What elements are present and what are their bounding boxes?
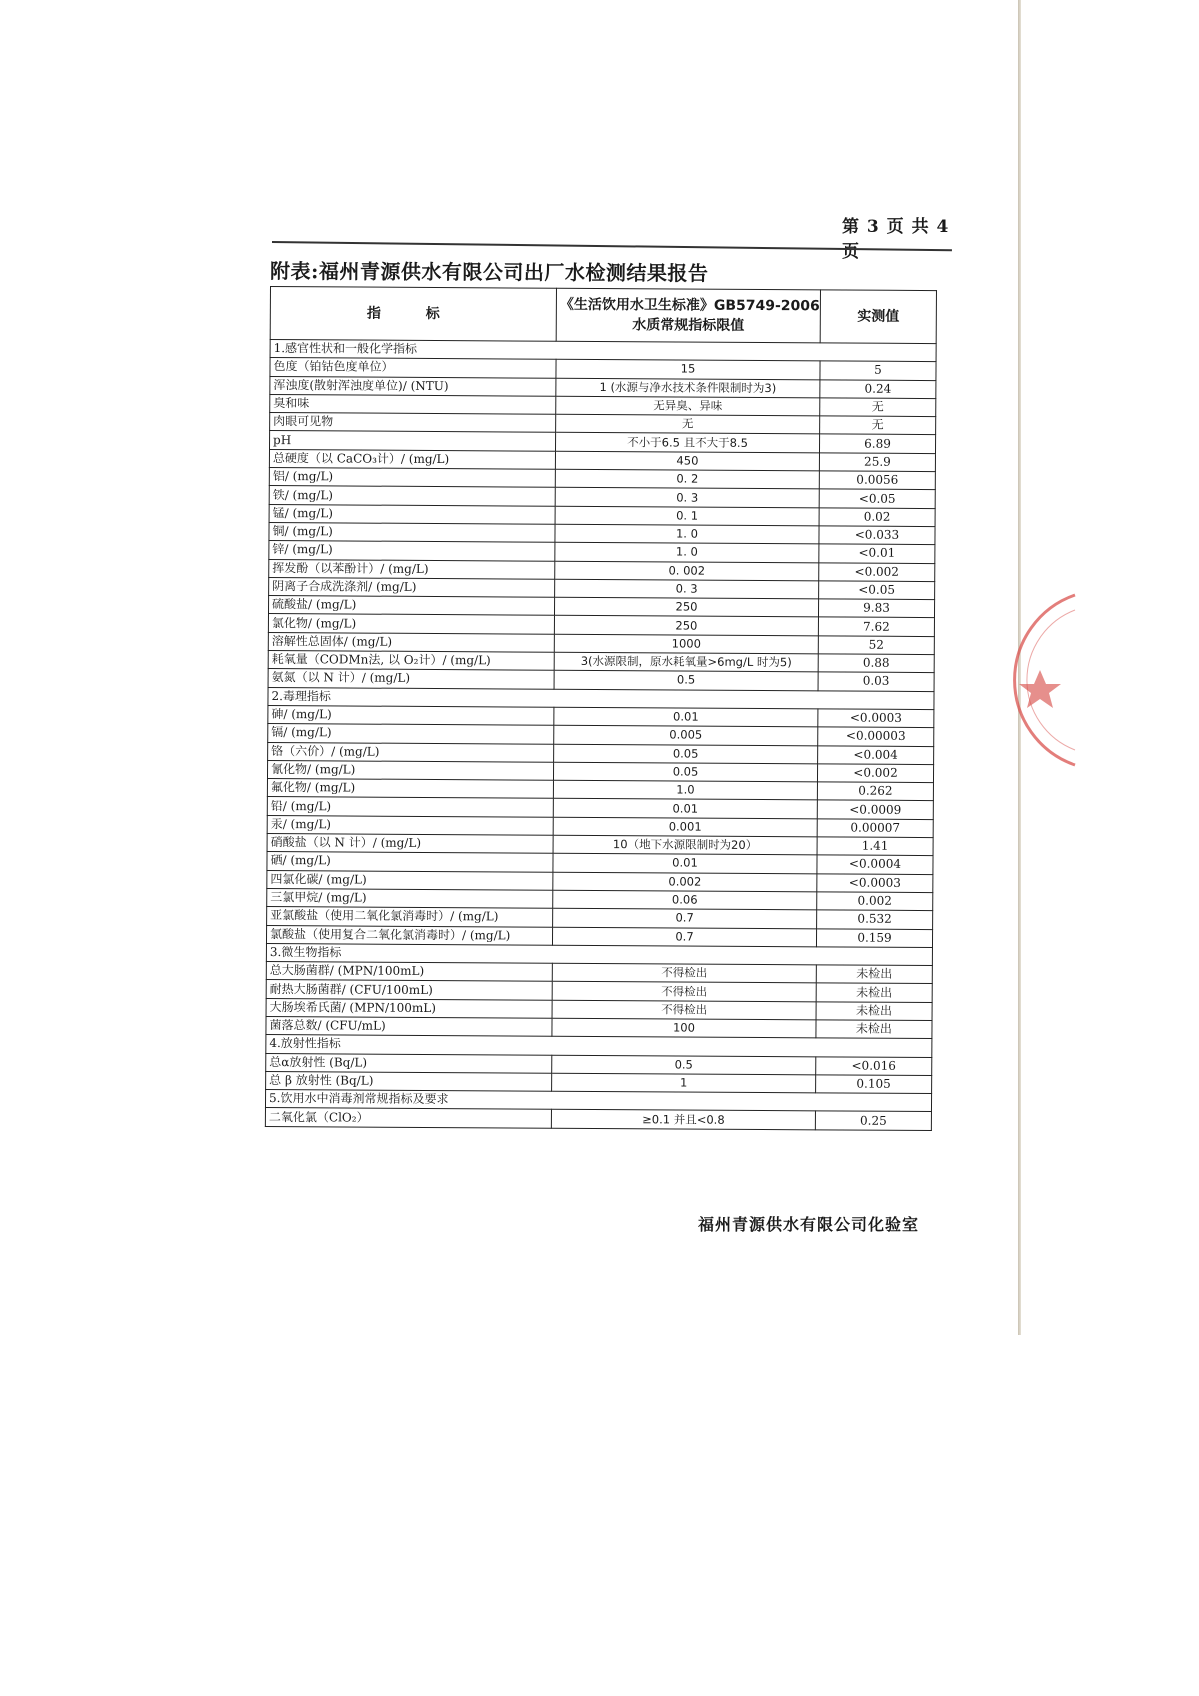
header-standard-line2: 水质常规指标限值 [632, 317, 745, 334]
limit-cell: 0.05 [554, 744, 818, 764]
measured-value-cell: <0.002 [817, 764, 933, 783]
limit-cell: ≥0.1 并且<0.8 [551, 1110, 815, 1130]
indicator-cell: 氰化物/ (mg/L) [267, 760, 553, 780]
limit-cell: 15 [556, 360, 820, 380]
measured-value-cell: <0.0009 [817, 800, 933, 819]
report-title: 附表:福州青源供水有限公司出厂水检测结果报告 [269, 259, 709, 286]
measured-value-cell: 0.25 [815, 1111, 931, 1130]
indicator-cell: 总硬度（以 CaCO₃计）/ (mg/L) [269, 449, 555, 469]
indicator-cell: 亚氯酸盐（使用二氧化氯消毒时）/ (mg/L) [267, 907, 553, 927]
indicator-cell: 大肠埃希氏菌/ (MPN/100mL) [266, 998, 552, 1018]
indicator-cell: pH [270, 431, 556, 451]
measured-value-cell: <0.05 [819, 581, 935, 600]
measured-value-cell: <0.0004 [817, 855, 933, 874]
measured-value-cell: 未检出 [816, 1020, 932, 1039]
results-table-container [265, 286, 936, 1131]
measured-value-cell: 0.532 [817, 910, 933, 929]
limit-cell: 0.7 [552, 927, 816, 947]
section-title: 5.饮用水中消毒剂常规指标及要求 [265, 1090, 931, 1112]
limit-cell: 10（地下水源限制时为20） [553, 835, 817, 855]
indicator-cell: 铝/ (mg/L) [269, 468, 555, 488]
limit-cell: 0.01 [553, 799, 817, 819]
limit-cell: 100 [552, 1018, 816, 1038]
limit-cell: 0.001 [553, 817, 817, 837]
limit-cell: 0.5 [552, 1055, 816, 1075]
header-indicator: 指 标 [270, 287, 556, 342]
limit-cell: 1. 0 [555, 524, 819, 544]
footer-organization: 福州青源供水有限公司化验室 [698, 1215, 920, 1234]
measured-value-cell: 未检出 [816, 1002, 932, 1021]
measured-value-cell: 0.24 [820, 379, 936, 398]
indicator-cell: 三氯甲烷/ (mg/L) [267, 888, 553, 908]
limit-cell: 250 [554, 616, 818, 636]
indicator-cell: 硝酸盐（以 N 计）/ (mg/L) [267, 834, 553, 854]
measured-value-cell: <0.004 [818, 745, 934, 764]
measured-value-cell: 未检出 [816, 965, 932, 984]
limit-cell: 450 [555, 451, 819, 471]
measured-value-cell: 7.62 [818, 617, 934, 636]
indicator-cell: 锰/ (mg/L) [269, 504, 555, 524]
measured-value-cell: <0.033 [819, 526, 935, 545]
indicator-cell: 锌/ (mg/L) [269, 541, 555, 561]
limit-cell: 3(水源限制，原水耗氧量>6mg/L 时为5) [554, 652, 818, 672]
indicator-cell: 挥发酚（以苯酚计）/ (mg/L) [269, 559, 555, 579]
header-standard-line1: 《生活饮用水卫生标准》GB5749-2006 [559, 296, 820, 315]
measured-value-cell: 0.02 [819, 508, 935, 527]
table-header-row [270, 287, 936, 344]
limit-cell: 不得检出 [552, 963, 816, 983]
limit-cell: 0. 3 [555, 579, 819, 599]
indicator-cell: 总α放射性 (Bq/L) [266, 1053, 552, 1073]
limit-cell: 0. 002 [555, 561, 819, 581]
measured-value-cell: 9.83 [818, 599, 934, 618]
indicator-cell: 二氧化氯（ClO₂） [265, 1108, 551, 1128]
limit-cell: 不小于6.5 且不大于8.5 [555, 433, 819, 453]
limit-cell: 250 [554, 597, 818, 617]
indicator-cell: 铜/ (mg/L) [269, 522, 555, 542]
limit-cell: 无异臭、异味 [556, 396, 820, 416]
limit-cell: 1 (水源与净水技术条件限制时为3) [556, 378, 820, 398]
indicator-cell: 耐热大肠菌群/ (CFU/100mL) [266, 980, 552, 1000]
header-measured: 实测值 [820, 290, 936, 344]
limit-cell: 1.0 [553, 780, 817, 800]
indicator-cell: 镉/ (mg/L) [268, 724, 554, 744]
measured-value-cell: 1.41 [817, 837, 933, 856]
indicator-cell: 肉眼可见物 [270, 413, 556, 433]
table-row [265, 1108, 931, 1130]
limit-cell: 0.01 [554, 707, 818, 727]
indicator-cell: 铁/ (mg/L) [269, 486, 555, 506]
limit-cell: 0. 1 [555, 506, 819, 526]
section-title: 3.微生物指标 [266, 943, 932, 965]
limit-cell: 0.01 [553, 854, 817, 874]
limit-cell: 不得检出 [552, 1000, 816, 1020]
measured-value-cell: <0.05 [819, 489, 935, 508]
indicator-cell: 硒/ (mg/L) [267, 852, 553, 872]
measured-value-cell: 0.159 [816, 928, 932, 947]
indicator-cell: 硫酸盐/ (mg/L) [268, 596, 554, 616]
measured-value-cell: 25.9 [819, 453, 935, 472]
indicator-cell: 浑浊度(散射浑浊度单位)/ (NTU) [270, 376, 556, 396]
results-body [265, 340, 936, 1131]
indicator-cell: 阴离子合成洗涤剂/ (mg/L) [269, 577, 555, 597]
section-title: 1.感官性状和一般化学指标 [270, 340, 936, 362]
measured-value-cell: 0.0056 [819, 471, 935, 490]
official-seal-stamp [980, 590, 1080, 770]
indicator-cell: 四氯化碳/ (mg/L) [267, 870, 553, 890]
measured-value-cell: <0.01 [819, 544, 935, 563]
measured-value-cell: 0.00007 [817, 819, 933, 838]
indicator-cell: 总大肠菌群/ (MPN/100mL) [266, 962, 552, 982]
measured-value-cell: 未检出 [816, 983, 932, 1002]
indicator-cell: 汞/ (mg/L) [267, 815, 553, 835]
measured-value-cell: 无 [820, 416, 936, 435]
indicator-cell: 铬（六价）/ (mg/L) [268, 742, 554, 762]
limit-cell: 无 [556, 414, 820, 434]
limit-cell: 1 [552, 1073, 816, 1093]
limit-cell: 0. 3 [555, 488, 819, 508]
indicator-cell: 氨氮（以 N 计）/ (mg/L) [268, 669, 554, 689]
limit-cell: 1000 [554, 634, 818, 654]
indicator-cell: 氟化物/ (mg/L) [267, 779, 553, 799]
limit-cell: 0.05 [553, 762, 817, 782]
limit-cell: 0.002 [553, 872, 817, 892]
indicator-cell: 臭和味 [270, 394, 556, 414]
measured-value-cell: 5 [820, 361, 936, 380]
indicator-cell: 溶解性总固体/ (mg/L) [268, 632, 554, 652]
page-number: 第 3 页 共 4 页 [842, 217, 950, 262]
measured-value-cell: 0.105 [816, 1075, 932, 1094]
indicator-cell: 总 β 放射性 (Bq/L) [266, 1071, 552, 1091]
measured-value-cell: <0.002 [819, 562, 935, 581]
indicator-cell: 氯化物/ (mg/L) [268, 614, 554, 634]
measured-value-cell: <0.0003 [817, 873, 933, 892]
section-title: 2.毒理指标 [268, 687, 934, 709]
results-table [265, 286, 937, 1131]
header-standard [556, 288, 820, 343]
indicator-cell: 氯酸盐（使用复合二氧化氯消毒时）/ (mg/L) [266, 925, 552, 945]
limit-cell: 不得检出 [552, 982, 816, 1002]
measured-value-cell: 0.88 [818, 654, 934, 673]
limit-cell: 0.005 [554, 725, 818, 745]
measured-value-cell: 无 [820, 398, 936, 417]
indicator-cell: 菌落总数/ (CFU/mL) [266, 1016, 552, 1036]
measured-value-cell: 0.262 [817, 782, 933, 801]
indicator-cell: 耗氧量（CODMn法, 以 O₂计）/ (mg/L) [268, 651, 554, 671]
limit-cell: 0.5 [554, 671, 818, 691]
measured-value-cell: <0.00003 [818, 727, 934, 746]
limit-cell: 1. 0 [555, 543, 819, 563]
measured-value-cell: <0.0003 [818, 709, 934, 728]
measured-value-cell: 0.03 [818, 672, 934, 691]
measured-value-cell: 6.89 [819, 434, 935, 453]
indicator-cell: 色度（铂钴色度单位） [270, 358, 556, 378]
limit-cell: 0.06 [553, 890, 817, 910]
measured-value-cell: <0.016 [816, 1056, 932, 1075]
indicator-cell: 铅/ (mg/L) [267, 797, 553, 817]
section-title: 4.放射性指标 [266, 1035, 932, 1057]
measured-value-cell: 0.002 [817, 892, 933, 911]
limit-cell: 0.7 [553, 908, 817, 928]
indicator-cell: 砷/ (mg/L) [268, 705, 554, 725]
limit-cell: 0. 2 [555, 469, 819, 489]
measured-value-cell: 52 [818, 636, 934, 655]
